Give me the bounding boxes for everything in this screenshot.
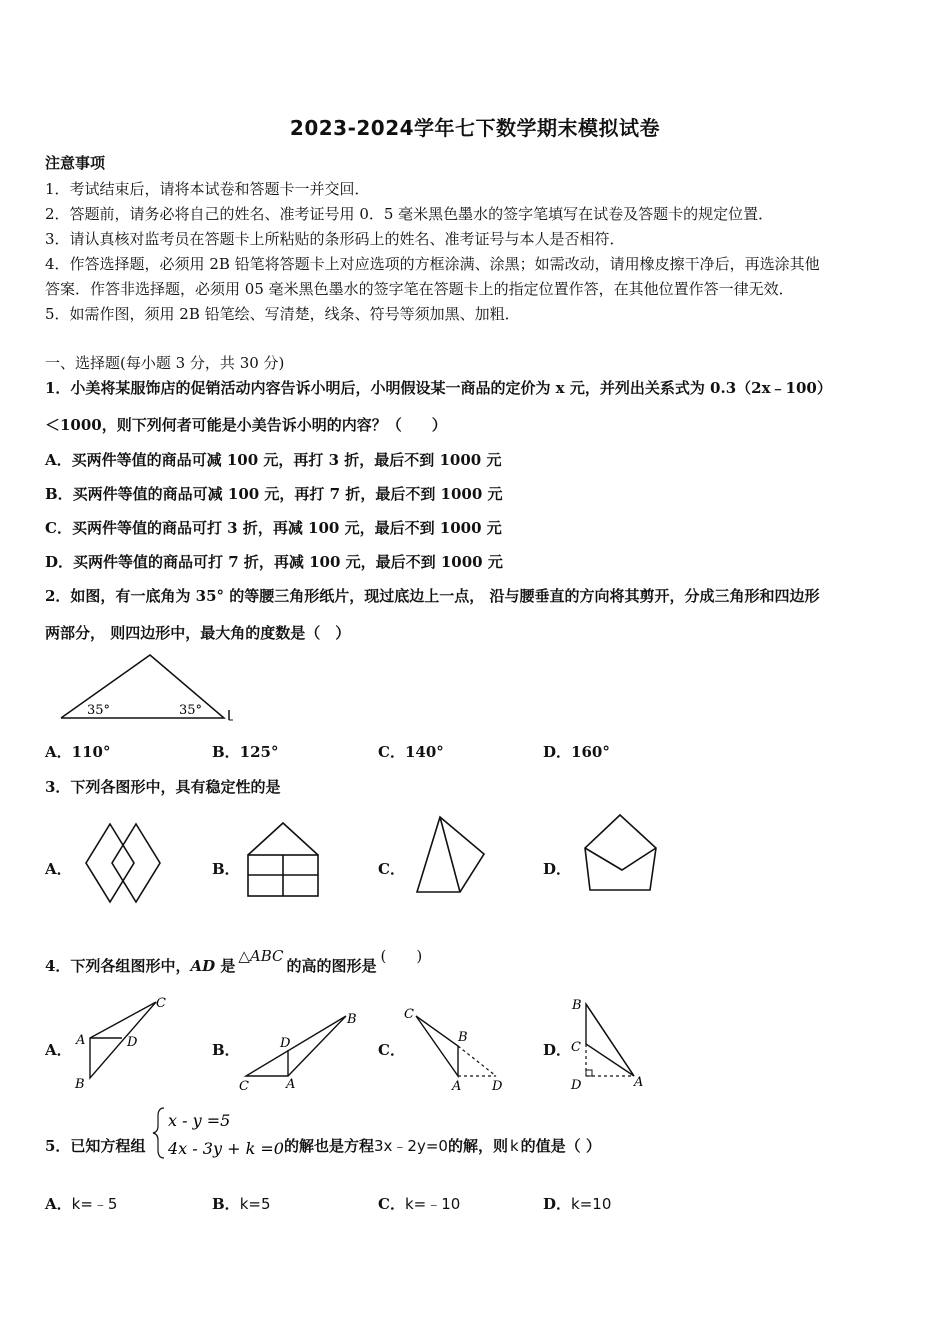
q4-figure-c <box>402 1004 512 1094</box>
q4-stem-triangle: △ABC <box>238 947 284 965</box>
q4c-point-b: B <box>458 1030 468 1045</box>
q2-option-c: C．140° <box>378 743 444 761</box>
q4-label-c: C． <box>378 1041 405 1059</box>
q4a-point-c: C <box>156 996 166 1011</box>
q4d-point-c: C <box>571 1040 581 1055</box>
q5-k: k <box>509 1137 519 1155</box>
q2-isosceles-triangle-figure <box>55 652 245 727</box>
q4c-point-a: A <box>452 1079 462 1094</box>
q5-eq1: x - y =5 <box>168 1111 231 1130</box>
q5-stem-mid: 的解也是方程 <box>284 1137 375 1155</box>
q3-label-d: D． <box>543 860 572 878</box>
section-heading: 一、选择题(每小题 3 分，共 30 分) <box>45 354 285 372</box>
q5-equation-system <box>150 1104 286 1162</box>
q3-figure-b-house-grid <box>245 820 323 900</box>
q4d-point-a: A <box>634 1075 644 1090</box>
note-item: 3．请认真核对监考员在答题卡上所粘贴的条形码上的姓名、准考证号与本人是否相符． <box>45 230 625 248</box>
q4b-point-d: D <box>280 1036 291 1051</box>
q5-stem-end: 的值是（ ） <box>520 1137 601 1155</box>
note-item: 5．如需作图，须用 2B 铅笔绘、写清楚，线条、符号等须加黑、加粗． <box>45 305 520 323</box>
q2-option-b: B．125° <box>212 743 279 761</box>
q3-label-c: C． <box>378 860 405 878</box>
q4-figure-a <box>72 994 172 1092</box>
note-item: 4．作答选择题，必须用 2B 铅笔将答题卡上对应选项的方框涂满、涂黑；如需改动，请用橡皮擦干净后，再选涂其他 <box>45 255 820 273</box>
q2-angle-right-label: 35° <box>179 703 203 718</box>
q1-option-c: C．买两件等值的商品可打 3 折，再减 100 元，最后不到 1000 元 <box>45 519 502 537</box>
q4a-point-b: B <box>75 1077 85 1092</box>
q4a-point-a: A <box>76 1033 86 1048</box>
note-item: 2．答题前，请务必将自己的姓名、准考证号用 0．5 毫米黑色墨水的签字笔填写在试卷及答题卡的规定位置． <box>45 205 774 223</box>
q4-figure-b <box>236 1006 360 1092</box>
note-item: 1．考试结束后，请将本试卷和答题卡一并交回． <box>45 180 370 198</box>
q5-option-b <box>212 1193 271 1214</box>
q1-option-b: B．买两件等值的商品可减 100 元，再打 7 折，最后不到 1000 元 <box>45 485 503 503</box>
q4-stem-is: 是 <box>215 957 236 975</box>
q2-angle-left-label: 35° <box>87 703 111 718</box>
q4-label-b: B． <box>212 1041 240 1059</box>
q2-stem-line1: 2．如图，有一底角为 35° 的等腰三角形纸片，现过底边上一点， 沿与腰垂直的方向将其剪开，分成三角形和四边形 <box>45 587 820 605</box>
q5-option-c-value: k=﹣10 <box>404 1195 461 1213</box>
q4a-point-d: D <box>127 1035 138 1050</box>
q1-stem-line1: 1．小美将某服饰店的促销活动内容告诉小明后，小明假设某一商品的定价为 x 元，并列出关系式为 0.3（2x﹣100） <box>45 379 832 397</box>
q5-option-a-label: A． <box>45 1195 72 1213</box>
q3-figure-c-triangle-split <box>414 814 490 896</box>
q5-option-c <box>378 1193 460 1214</box>
q5-option-c-label: C． <box>378 1195 405 1213</box>
q2-option-a: A．110° <box>45 743 111 761</box>
q3-label-b: B． <box>212 860 240 878</box>
note-item: 答案．作答非选择题，必须用 05 毫米黑色墨水的签字笔在答题卡上的指定位置作答，在其他位置作答一律无效． <box>45 280 794 298</box>
q1-option-a: A．买两件等值的商品可减 100 元，再打 3 折，最后不到 1000 元 <box>45 451 502 469</box>
q3-label-a: A． <box>45 860 72 878</box>
q3-stem: 3．下列各图形中，具有稳定性的是 <box>45 778 281 796</box>
q5-option-b-value: k=5 <box>239 1195 271 1213</box>
q1-option-d: D．买两件等值的商品可打 7 折，再减 100 元，最后不到 1000 元 <box>45 553 503 571</box>
q4b-point-a: A <box>286 1077 296 1092</box>
q3-figure-d-envelope-pentagon <box>582 812 658 894</box>
q5-eq2: 4x - 3y + k =0 <box>168 1139 284 1158</box>
q5-stem-post: 的解，则 <box>447 1137 508 1155</box>
q5-option-a-value: k=﹣5 <box>71 1195 118 1213</box>
q4-label-d: D． <box>543 1041 572 1059</box>
q5-eq3: 3x﹣2y=0 <box>374 1137 448 1155</box>
q4-label-a: A． <box>45 1041 72 1059</box>
q4-figure-d <box>568 994 652 1094</box>
q4b-point-c: C <box>239 1079 249 1094</box>
q5-option-b-label: B． <box>212 1195 240 1213</box>
q2-stem-line2: 两部分， 则四边形中，最大角的度数是（ ） <box>45 624 351 642</box>
q5-option-d-value: k=10 <box>571 1195 612 1213</box>
q4-stem-paren: ( ) <box>380 947 423 965</box>
q4c-point-d: D <box>492 1079 503 1094</box>
notes-heading: 注意事项 <box>45 154 106 172</box>
q4d-point-b: B <box>572 998 582 1013</box>
q4-stem-ad: AD <box>190 957 216 975</box>
page-title: 2023-2024学年七下数学期末模拟试卷 <box>289 116 661 140</box>
q4-stem-post: 的高的图形是 <box>286 957 377 975</box>
q3-figure-a-two-rhombi <box>84 820 164 906</box>
q4b-point-b: B <box>347 1012 357 1027</box>
q5-stem-pre: 5．已知方程组 <box>45 1137 146 1155</box>
q5-stem-rest <box>284 1135 601 1156</box>
q4-stem <box>45 947 423 976</box>
q4d-point-d: D <box>571 1078 582 1093</box>
q5-option-d <box>543 1193 611 1214</box>
q1-stem-line2: ＜1000，则下列何者可能是小美告诉小明的内容？（ ） <box>45 416 447 434</box>
q4-stem-pre: 4．下列各组图形中， <box>45 957 191 975</box>
q2-option-d: D．160° <box>543 743 610 761</box>
q4c-point-c: C <box>404 1007 414 1022</box>
q5-option-d-label: D． <box>543 1195 572 1213</box>
q5-option-a <box>45 1193 117 1214</box>
